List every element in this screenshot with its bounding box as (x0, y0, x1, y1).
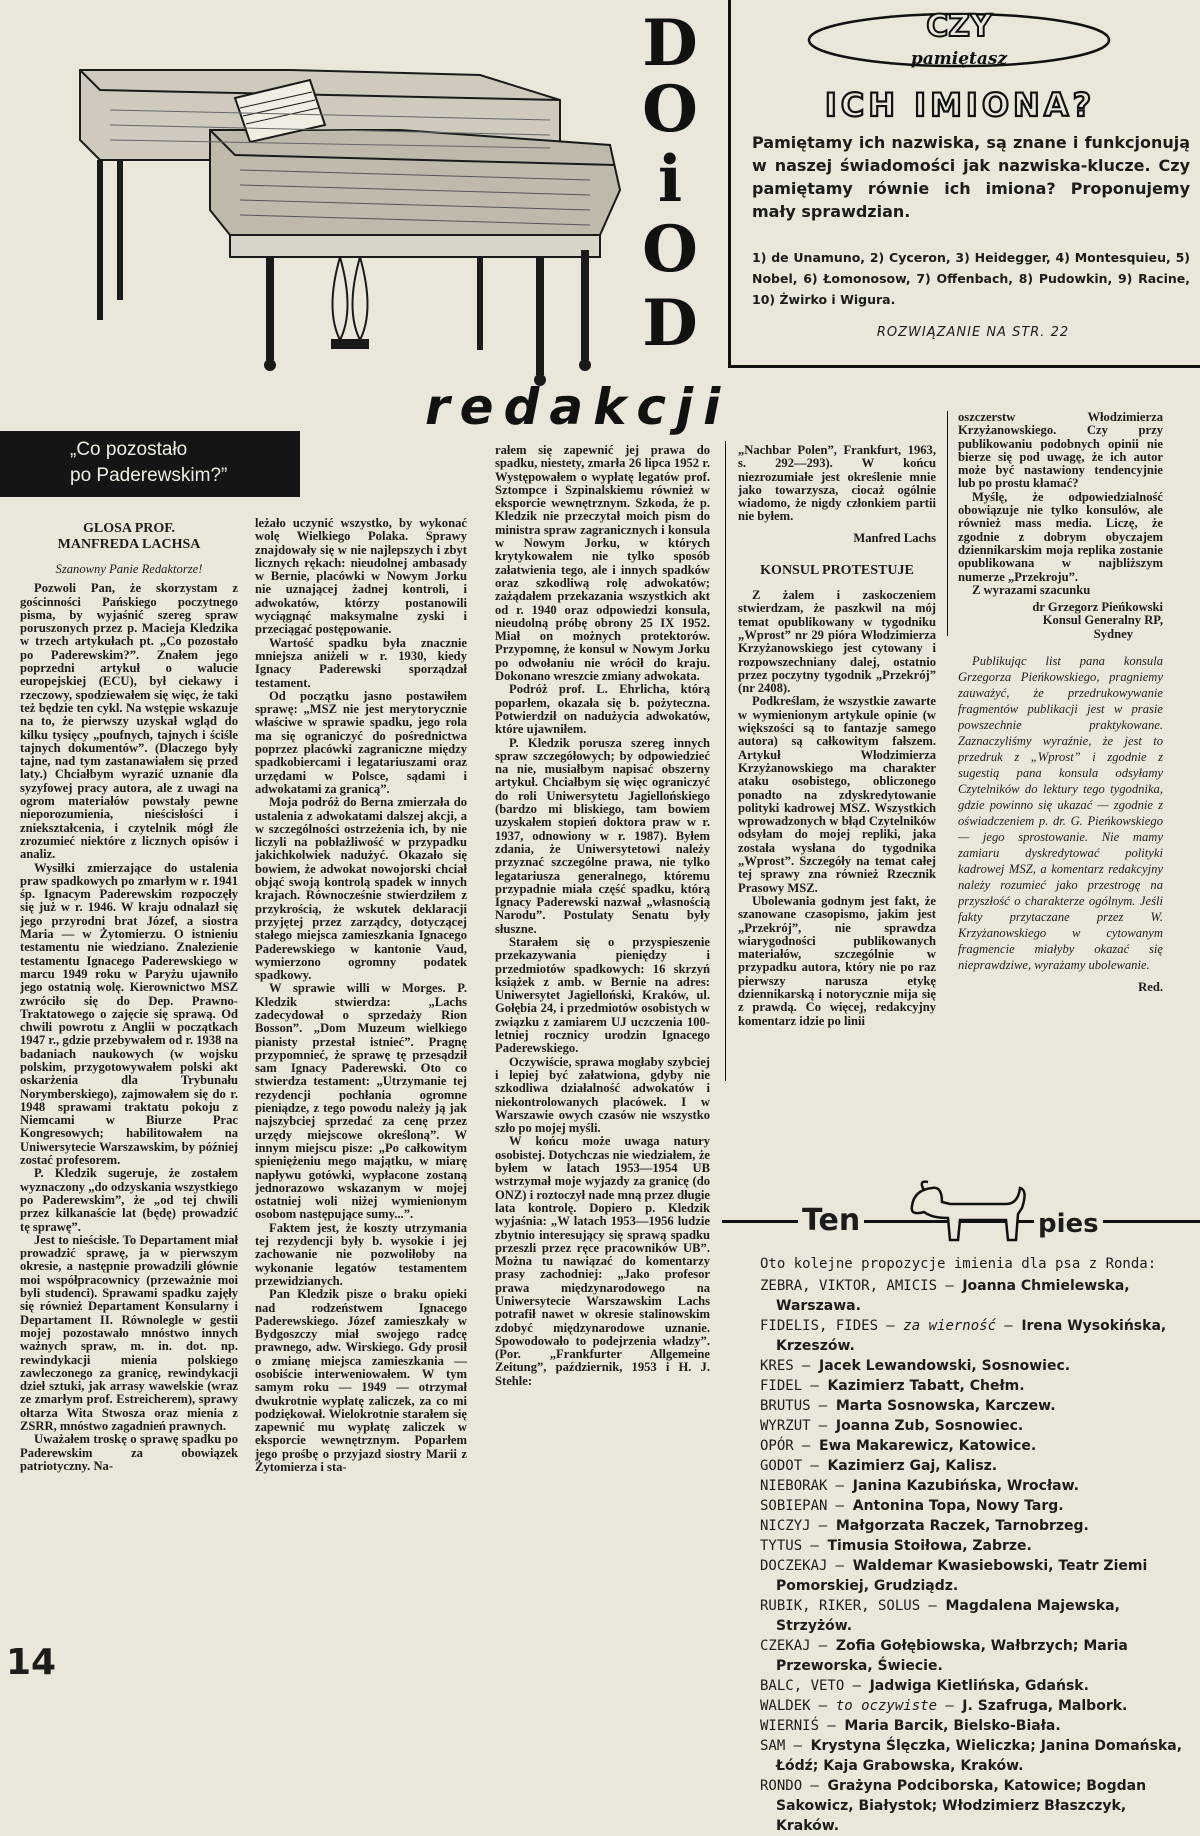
list-item (760, 1716, 1188, 1736)
signature-lachs: Manfred Lachs (853, 530, 936, 545)
paragraph: Moja podróż do Berna zmierzała do ustalenia z adwokatami dalszej akcji, a w szczególności ostrzeżenia ich, by nie liczyli na pobłażliwość w przypadku jakichkolwiek nadużyć. Okazało się bowiem, że adwokat nowojorski chciał objąć swoją kontrolą spadek w innych krajach. Równocześnie stwierdziłem z przykrością, że wskutek deklaracji przyjętej przez zarządcy, dotyczącej stałego miejsca zamieszkania Ignacego Paderewskiego w kantonie Vaud, wymierzono ogromny podatek spadkowy. (255, 795, 467, 983)
paragraph: Z żalem i zaskoczeniem stwierdzam, że paszkwil na mój temat opublikowany w tygodniku „Wprost” nr 29 pióra Włodzimierza Krzyżanowskiego jest cytowany i rozpowszechniany dalej, ostatnio przez poczytny tygodnik „Przekrój” (nr 2408). (738, 588, 936, 696)
paragraph: Pozwoli Pan, że skorzystam z gościnności Pańskiego poczytnego pisma, by wyjaśnić szereg spraw poruszonych przez p. Macieja Kledzika w trzech artykułach pt. „Co pozostało po Paderewskim?”. Znałem jego poprzedni artykuł o walucie europejskiej (ECU), był ciekawy i rzeczowy, spodziewałem się więc, że taki też będzie ten cykl. Na wstępie wskazuje na to, że pierwszy uzyskał wgląd do kilku tysięcy „poufnych, tajnych i ściśle tajnych dokumentów”. (Dlaczego były tajne, nad tym zastanawiałem się przed laty.) Chciałbym wyrazić uznanie dla syzyfowej pracy autora, ale z uwagi na ogrom materiałów powstały pewne nieporozumienia, nieścisłości i zniekształcenia, i czytelnik mógł źle zrozumieć niektóre z licznych opisów i analiz. (20, 581, 238, 862)
paragraph: Myślę, że odpowiedzialność obowiązuje nie tylko konsulów, ale również mass media. Liczę, że zgodnie z dobrym obyczajem dziennikarskim moja replika zostanie opublikowana w najbliższym numerze „Przekroju”. (958, 489, 1163, 584)
column-rule (947, 411, 948, 636)
dog-name: WALDEK (760, 1698, 811, 1714)
list-item (760, 1276, 1188, 1316)
article-heading (20, 521, 238, 553)
article-column-1 (20, 517, 238, 1682)
entry-author: Timusia Stoiłowa, Zabrze. (827, 1538, 1032, 1554)
entry-separator: — za wierność — (878, 1318, 1022, 1334)
dog-name: RUBIK, RIKER, SOLUS (760, 1598, 921, 1614)
pamietasz-text: pamiętasz (910, 49, 1008, 69)
entry-separator: — (920, 1598, 946, 1614)
side-title-letter: O (642, 212, 698, 287)
dog-name: NICZYJ (760, 1518, 811, 1534)
editor-note: Publikując list pana konsula Grzegorza Pieńkowskiego, pragniemy zauważyć, że przedrukowywanie fragmentów publikacji jest w prasie powszechnie praktykowane. Zaznaczyliśmy wyraźnie, że jest to przedruk z „Wprost” i zgodnie z sugestią pana konsula odsyłamy Czytelników do lektury tego tygodnika, gdzie powinno się ukazać — zgodnie z oświadczeniem p. dr. G. Pieńkowskiego — jego sprostowanie. Nie mamy zamiaru dyskredytować polityki kadrowej MSZ, a komentarz redakcyjny należy rozumieć jako przestrogę na przyszłość o charakterze ogólnym. Jeśli fakty przytaczane przez W. Krzyżanowskiego w cytowanym fragmencie miałyby okazać się nieprawdziwe, wyrażamy ubolewanie. (958, 654, 1163, 973)
list-item (760, 1676, 1188, 1696)
list-item (760, 1516, 1188, 1536)
dog-name: RONDO (760, 1778, 803, 1794)
entry-separator: — (802, 1538, 828, 1554)
dog-name: ZEBRA, VIKTOR, AMICIS (760, 1278, 938, 1294)
dog-name: SOBIEPAN (760, 1498, 828, 1514)
konsul-signature-name: dr Grzegorz Pieńkowski (1032, 600, 1163, 615)
article-banner (0, 431, 300, 497)
list-item (760, 1436, 1188, 1456)
paragraph: W końcu może uwaga natury osobistej. Dotychczas nie wiedziałem, że byłem w latach 1953—1954 UB wstrzymał moje wyjazdy za granicę (do ONZ) i roztoczył nade mną przez długie lata kontrolę. Dopiero p. Kledzik wyjaśnia: „W latach 1953—1956 ludzie zbytnio interesujący się sprawą spadku przeszli przez ręce pracowników UB”. Można tu nawiązać do komentarzy prasy zachodniej: „Jako profesor prawa międzynarodowego na Uniwersytecie Warszawskim Lachs potrafił nawet w okresie stalinowskim zdobyć międzynarodowe uznanie. Spowodowało to podejrzenia władzy”. (Por. „Frankfurter Allgemeine Zeitung”, październik, 1953 i H. J. Stehle: (495, 1134, 710, 1388)
entry-author: Antonina Topa, Nowy Targ. (852, 1498, 1064, 1514)
list-item (760, 1316, 1188, 1356)
entry-author: Waldemar Kwasiebowski, Teatr Ziemi Pomorskiej, Grudziądz. (776, 1558, 1148, 1594)
entry-separator: — (810, 1638, 836, 1654)
dog-name: SAM (760, 1738, 786, 1754)
list-item (760, 1476, 1188, 1496)
list-item (760, 1696, 1188, 1716)
list-item (760, 1536, 1188, 1556)
paragraph: P. Kledzik porusza szereg innych spraw szczegółowych; by odpowiedzieć na nie, musiałbym napisać obszerny artykuł. Chciałbym się więc ograniczyć do roli Uniwersytetu Jagiellońskiego (bardzo mi bliskiego, tam bowiem uzyskałem stopień doktora praw w r. 1937, odnowiony w r. 1987). Byłem zdania, że Uniwersytetowi należy przyznać szczególne prawa, nie tylko legatariusza generalnego, któremu przypadnie miała część spadku, którą Ignacy Paderewski nazwał „własnością Narodu”. Postulaty Senatu były słuszne. (495, 735, 710, 936)
heading-line2: MANFREDA LACHSA (57, 537, 201, 552)
quiz-title-text: ICH IMIONA? (824, 86, 1096, 124)
list-item (760, 1556, 1188, 1596)
banner-line2: po Paderewskim?” (70, 465, 228, 486)
salutation: Szanowny Panie Redaktorze! (55, 562, 203, 576)
dog-name: TYTUS (760, 1538, 803, 1554)
list-item (760, 1496, 1188, 1516)
entry-separator: — (802, 1778, 828, 1794)
konsul-signature-title: Konsul Generalny RP, (1042, 613, 1163, 628)
entry-separator: — (819, 1718, 845, 1734)
article-column-5 (958, 411, 1163, 1111)
side-title-letter: O (642, 72, 698, 147)
dog-name: WYRZUT (760, 1418, 811, 1434)
dog-name: KRES (760, 1358, 794, 1374)
dog-name: BRUTUS (760, 1398, 811, 1414)
entry-separator: — (810, 1518, 836, 1534)
dog-name: WIERNIŚ (760, 1718, 820, 1734)
paragraph: Wysiłki zmierzające do ustalenia praw spadkowych po zmarłym w r. 1941 śp. Ignacym Paderewskim rozpoczęły się już w r. 1946. W kraju odnalazł się jego przyrodni brat Józef, a siostra Maria — w Żytomierzu. O istnieniu testamentu nie wiedziano. Znalezienie testamentu Ignacego Paderewskiego w marcu 1949 roku w Paryżu ujawniło jego ostatnią wolę. Kierownictwo MSZ zwróciło się do Dep. Prawno-Traktatowego o zajęcie się sprawą. Od chwili powrotu z Anglii w początkach 1947 r., gdzie przebywałem od r. 1938 na badaniach naukowych (w wojsku polskim, przygotowywałem polski akt oskarżenia dla Trybunału Norymberskiego), zajmowałem się do r. 1948 sprawami traktatu pokoju z Niemcami w Biurze Prac Kongresowych; habilitowałem na Uniwersytecie Warszawskim, by później zostać profesorem. (20, 860, 238, 1168)
czy-text: CZY (926, 9, 992, 44)
list-item (760, 1456, 1188, 1476)
dog-name: FIDEL (760, 1378, 803, 1394)
paragraph: Wartość spadku była znacznie mniejsza aniżeli w r. 1930, kiedy Ignacy Paderewski sporządzał testament. (255, 635, 467, 690)
ten-pies-title-ten: Ten (798, 1203, 864, 1238)
quiz-intro: Pamiętamy ich nazwiska, są znane i funkcjonują w naszej świadomości jak nazwiska-klucze. Czy pamiętamy równie ich imiona? Proponujemy mały sprawdzian. (752, 133, 1190, 221)
list-item (760, 1356, 1188, 1376)
czy-pamietasz-logo (794, 6, 1124, 70)
paragraph: W sprawie willi w Morges. P. Kledzik stwierdza: „Lachs zadecydował o sprzedaży Rion Bosson”. „Dom Muzeum wielkiego pianisty przestał istnieć”. Pragnę przypomnieć, że sprawę tę przesądził sam Ignacy Paderewski. Oto co stwierdza testament: „Utrzymanie tej rezydencji pochłania ogromne pieniądze, z tego powodu należy ją jak najszybciej sprzedać za cenę przez urzędy miejscowe określoną”. W innym miejscu pisze: „Po całkowitym spieniężeniu mego majątku, w miarę napływu gotówki, wypłacone zostaną jednorazowo wskazanym w mojej ostatniej woli niżej wymienionym osobom następujące sumy...”. (255, 981, 467, 1222)
entry-separator: — (785, 1738, 811, 1754)
list-item (760, 1596, 1188, 1636)
entry-separator: — (802, 1458, 828, 1474)
entry-author: Joanna Zub, Sosnowiec. (835, 1418, 1024, 1434)
dog-name: NIEBORAK (760, 1478, 828, 1494)
entry-separator: — (793, 1438, 820, 1454)
article-column-2 (255, 517, 467, 1687)
paragraph: Z wyrazami szacunku (972, 582, 1091, 597)
entry-author: Jadwiga Kietlińska, Gdańsk. (869, 1678, 1089, 1694)
entry-author: Kazimierz Gaj, Kalisz. (827, 1458, 998, 1474)
konsul-heading: KONSUL PROTESTUJE (760, 563, 914, 579)
paragraph: Podróż prof. L. Ehrlicha, którą poparłem, okazała się b. pożyteczna. Potwierdził on nadużycia adwokatów, które ujawniłem. (495, 682, 710, 737)
dog-name: DOCZEKAJ (760, 1558, 828, 1574)
side-title-letter: D (642, 6, 698, 81)
entry-separator: — (810, 1398, 836, 1414)
grand-piano-illustration (40, 20, 630, 410)
quiz-title (790, 82, 1130, 126)
paragraph: Uważałem troskę o sprawę spadku po Paderewskim za obowiązek patriotyczny. Na- (20, 1432, 238, 1473)
entry-separator: — (802, 1378, 828, 1394)
editor-signature: Red. (1138, 980, 1163, 995)
entry-author: Janina Kazubińska, Wrocław. (852, 1478, 1079, 1494)
entry-separator: — (827, 1478, 853, 1494)
entry-separator: — (793, 1358, 820, 1374)
banner-text (70, 437, 227, 489)
paragraph: Pan Kledzik pisze o braku opieki nad rodzeństwem Ignacego Paderewskiego. Józef zamieszkały w Bydgoszczy miał swojego radcę prawnego, adw. Wirskiego. Gdy prosił o zmianę miejsca zamieszkania — osobiście interweniowałem. W tym samym roku — 1949 — otrzymał dwukrotnie wypłatę zaliczek, za co mi podziękował. Wielokrotnie starałem się zapewnić mu wypłatę zaliczek w eksporcie wewnętrznym. Poparłem jego prośbę o przyjazd siostry Marii z Żytomierza i sta- (255, 1287, 467, 1475)
entry-author: Kazimierz Tabatt, Chełm. (827, 1378, 1025, 1394)
side-title-letter: i (657, 142, 683, 217)
list-item (760, 1416, 1188, 1436)
entry-separator: — (810, 1418, 836, 1434)
list-item (760, 1396, 1188, 1416)
entry-separator: — (827, 1558, 853, 1574)
list-item (760, 1776, 1188, 1836)
entry-author: J. Szafruga, Malbork. (962, 1698, 1128, 1714)
dog-names-list (760, 1254, 1188, 1836)
ten-pies-title-pies: pies (1034, 1209, 1103, 1239)
dog-name: OPÓR (760, 1438, 794, 1454)
quiz-solution-note: ROZWIĄZANIE NA STR. 22 (876, 325, 1070, 340)
entry-author: Jacek Lewandowski, Sosnowiec. (819, 1358, 1071, 1374)
paragraph: Jest to nieścisłe. To Departament miał prowadzić sprawę, ja w pierwszym okresie, a następnie prowadzili głównie moi współpracownicy (przeważnie moi byli studenci). Sprawami spadku zajęły się również Departament Konsularny i Departament II. Równolegle w gestii mojej pozostawało mnóstwo innych ważnych spraw, m. in. dot. np. rewindykacji mienia polskiego zawleczonego za granicę, rewindykacji dzieł sztuki, jak arrasy wawelskie (wraz ze zmarłym prof. Estreicherem), sprawy ołtarza Wita Stwosza oraz mienia z ZSRR, mnóstwo zagadnień prawnych. (20, 1232, 238, 1433)
entry-separator: — (937, 1278, 963, 1294)
list-intro: Oto kolejne propozycje imienia dla psa z Ronda: (760, 1256, 1157, 1272)
paragraph: Ubolewania godnym jest fakt, że szanowane czasopismo, jakim jest „Przekrój”, nie sprawdza wiarygodności publikowanych materiałów, szczególnie w przypadku autora, który nie po raz pierwszy narusza etykę dziennikarską i notorycznie mija się z prawdą. Co więcej, redakcyjny komentarz idzie po linii (738, 893, 936, 1028)
paragraph: Oczywiście, sprawa mogłaby szybciej i lepiej być załatwiona, gdyby nie szkodliwa działalność adwokatów i niekontrolowanych placówek. I w Warszawie owych czasów nie wszystko szło po mojej myśli. (495, 1054, 710, 1136)
heading-line1: GLOSA PROF. (82, 521, 176, 536)
paragraph: rałem się zapewnić jej prawa do spadku, niestety, zmarła 26 lipca 1952 r. Występowałem o wypłatę legatów prof. Sztompce i Szpinalskiemu również w eksporcie wewnętrznym. Szkoda, że p. Kledzik nie przeczytał moich pism do ministra spraw zagranicznych i konsula w Nowym Jorku, w których krytykowałem nie tylko sposób załatwienia tego, ale i innych spadków oraz szkodliwą rolę adwokatów; zażądałem przekazania wszystkich akt od r. 1940 oraz odpowiedzi konsula, nieudolną próbę obrony 25 IX 1952. Miał on możnych protektorów. Przypomnę, że konsul w Nowym Jorku po odwołaniu nie wrócił do kraju. Dokonano wreszcie zmiany adwokata. (495, 444, 710, 684)
entry-separator: — (827, 1498, 853, 1514)
paragraph: „Nachbar Polen”, Frankfurt, 1963, s. 292—293). W końcu niezrozumiałe jest określenie mnie jako towarzysza, ciocaż ogólnie wiadomo, że nigdy członkiem partii nie byłem. (738, 444, 936, 524)
dog-name: CZEKAJ (760, 1638, 811, 1654)
paragraph: P. Kledzik sugeruje, że zostałem wyznaczony „do odzyskania wszystkiego po Paderewskim”, że „od tej chwili przez kilkanaście lat (będę) prowadzić tę sprawę”. (20, 1166, 238, 1234)
dog-icon (902, 1176, 1032, 1248)
entry-author: Krystyna Ślęczka, Wieliczka; Janina Domańska, Łódź; Kaja Grabowska, Kraków. (776, 1738, 1183, 1774)
entry-author: Joanna Chmielewska, Warszawa. (776, 1278, 1130, 1314)
paragraph: Od początku jasno postawiłem sprawę: „MSZ nie jest merytorycznie właściwe w sprawie spadku, jego rola ma się ograniczyć do pośrednictwa poprzez placówki zagraniczne między spadkobiercami i legatariuszami oraz urzędami w Polsce, sądami i adwokatami za granicą”. (255, 688, 467, 796)
entry-author: Grażyna Podciborska, Katowice; Bogdan Sakowicz, Białystok; Włodzimierz Błaszczyk, Kraków. (776, 1778, 1147, 1834)
side-title-letter: D (642, 286, 698, 361)
section-title-redakcji: redakcji (425, 378, 731, 436)
dog-name: FIDELIS, FIDES (760, 1318, 879, 1334)
paragraph: Starałem się o przyspieszenie przekazywania pieniędzy i przedmiotów spadkowych: 16 skrzyń książek z amb. w Bernie na adres: Uniwersytet Jagielloński, Kraków, ul. Gołębia 24, i przedmiotów osobistych w związku z zamiarem UJ uczczenia 100-letniej rocznicy urodzin Ignacego Paderewskiego. (495, 934, 710, 1056)
entry-author: Maria Barcik, Bielsko-Biała. (844, 1718, 1061, 1734)
banner-line1: „Co pozostało (70, 439, 188, 460)
paragraph: oszczerstw Włodzimierza Krzyżanowskiego. Czy przy publikowaniu podobnych opinii nie bierze się pod uwagę, że ich autor może być nastawiony tendencyjnie lub po prostu kłamać? (958, 411, 1163, 491)
entry-author: Ewa Makarewicz, Katowice. (819, 1438, 1037, 1454)
article-column-4 (738, 444, 936, 1180)
entry-author: Zofia Gołębiowska, Wałbrzych; Maria Przeworska, Świecie. (776, 1638, 1128, 1674)
list-item (760, 1636, 1188, 1676)
dog-name: GODOT (760, 1458, 803, 1474)
list-item (760, 1736, 1188, 1776)
paragraph: Faktem jest, że koszty utrzymania tej rezydencji były b. wysokie i jej zachowanie nie pozwoliłoby na wykonanie legatów testamentem przewidzianych. (255, 1220, 467, 1288)
entry-author: Marta Sosnowska, Karczew. (835, 1398, 1056, 1414)
dog-name: BALC, VETO (760, 1678, 845, 1694)
page-number: 14 (6, 1642, 57, 1683)
paragraph: leżało uczynić wszystko, by wykonać wolę Wielkiego Polaka. Sprawy znajdowały się w nie najlepszych i zbyt licznych rękach: nieudolnej ambasady w Bernie, placówki w Nowym Jorku nie uznającej żadnej kontroli, i adwokatów, którzy postanowili wyciągnąć maksymalne zyski i przeciągać postępowanie. (255, 517, 467, 637)
konsul-signature-city: Sydney (1093, 626, 1133, 641)
list-item (760, 1376, 1188, 1396)
entry-separator: — to oczywiste — (810, 1698, 963, 1714)
quiz-list: 1) de Unamuno, 2) Cyceron, 3) Heidegger, 4) Montesquieu, 5) Nobel, 6) Łomonosow, 7) Offenbach, 8) Pudowkin, 9) Racine, 10) Żwirko i Wigura. (752, 250, 1190, 307)
entry-separator: — (844, 1678, 870, 1694)
entry-author: Irena Wysokińska, Krzeszów. (776, 1318, 1167, 1354)
entry-author: Magdalena Majewska, Strzyżów. (776, 1598, 1120, 1634)
entry-author: Małgorzata Raczek, Tarnobrzeg. (835, 1518, 1089, 1534)
paragraph: Podkreślam, że wszystkie zawarte w wymienionym artykule opinie (w większości są to fantazje samego autora) są całkowitym fałszem. Artykuł Włodzimierza Krzyżanowskiego ma charakter ataku osobistego, obliczonego ponadto na zdyskredytowanie polityki kadrowej MSZ. Wszystkich wprowadzonych w błąd Czytelników odsyłam do mojej repliki, jaka została wysłana do tygodnika „Wprost”. Szczegóły na temat całej tej sprawy zna również Rzecznik Prasowy MSZ. (738, 694, 936, 895)
article-column-3 (495, 444, 710, 1689)
column-rule (725, 441, 726, 1081)
